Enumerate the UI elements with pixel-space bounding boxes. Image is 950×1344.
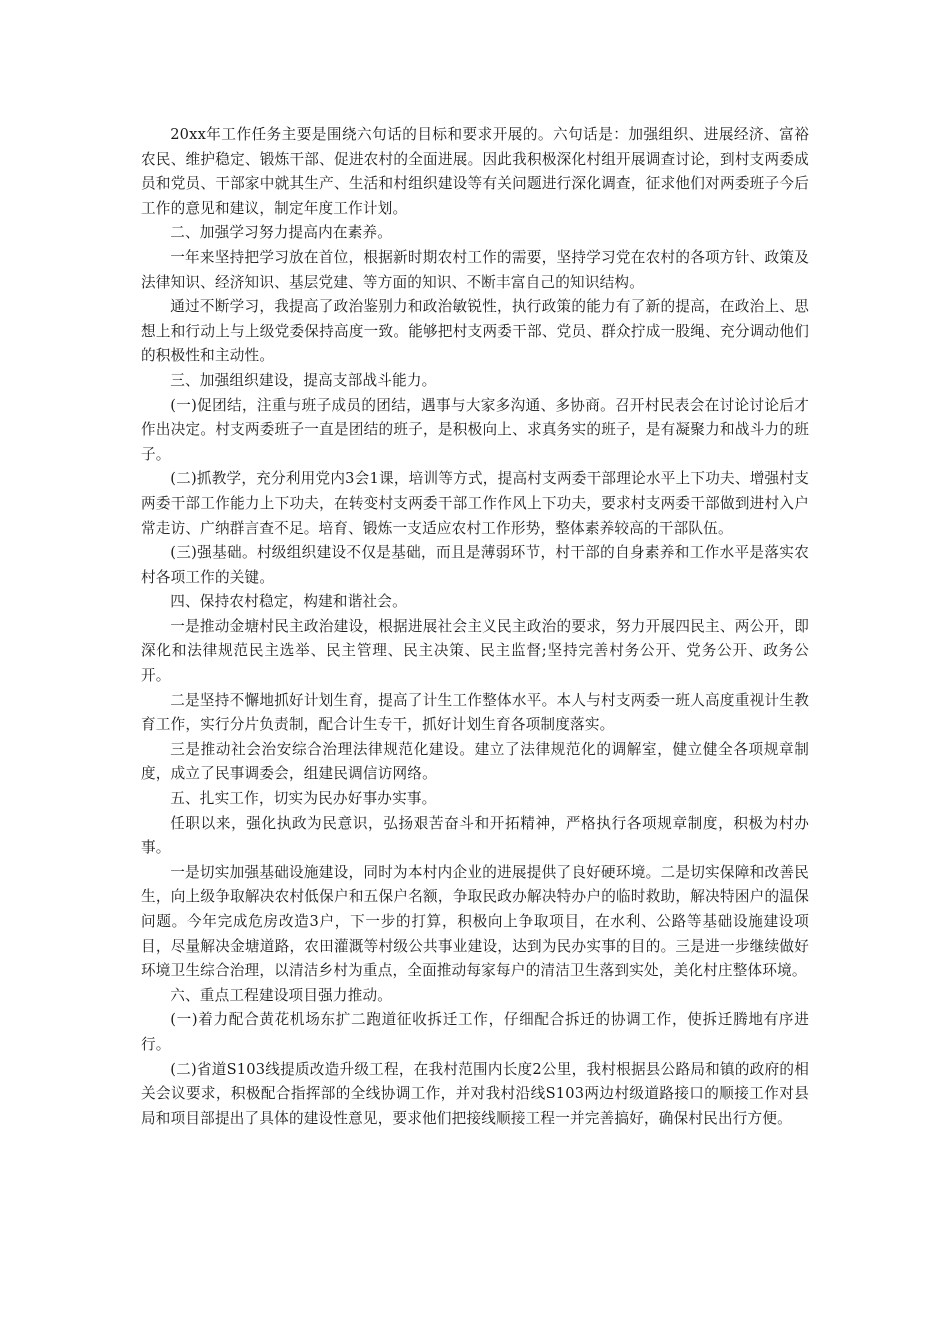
paragraph: 一年来坚持把学习放在首位，根据新时期农村工作的需要，坚持学习党在农村的各项方针、政策及法律知识、经济知识、基层党建、等方面的知识、不断丰富自己的知识结构。	[141, 248, 809, 291]
section-heading-5: 五、扎实工作，切实为民办好事办实事。	[170, 790, 437, 808]
paragraph: (一)促团结，注重与班子成员的团结，遇事与大家多沟通、多协商。召开村民表会在讨论讨论后才作出决定。村支两委班子一直是团结的班子，是积极向上、求真务实的班子，是有凝聚力和战斗力的班子。	[141, 396, 809, 463]
section-heading-2: 二、加强学习努力提高内在素养。	[170, 224, 393, 242]
paragraph: 三是推动社会治安综合治理法律规范化建设。建立了法律规范化的调解室，健立健全各项规章制度，成立了民事调委会，组建民调信访网络。	[141, 740, 809, 783]
paragraph: 一是推动金塘村民主政治建设，根据进展社会主义民主政治的要求，努力开展四民主、两公开，即深化和法律规范民主选举、民主管理、民主决策、民主监督;坚持完善村务公开、党务公开、政务公开。	[141, 617, 809, 685]
paragraph: 一是切实加强基础设施建设，同时为本村内企业的进展提供了良好硬环境。二是切实保障和改善民生，向上级争取解决农村低保户和五保户名额，争取民政办解决特办户的临时救助，解决特困户的温保问题。今年完成危房改造3户，下一步的打算，积极向上争取项目，在水利、公路等基础设施建设项目，尽量解决金塘道路，农田灌溉等村级公共事业建设，达到为民办实事的目的。三是进一步继续做好环境卫生综合治理，以清洁乡村为重点，全面推动每家每户的清洁卫生落到实处，美化村庄整体环境。	[141, 863, 809, 980]
document-body	[141, 123, 809, 1131]
paragraph: 通过不断学习，我提高了政治鉴别力和政治敏锐性，执行政策的能力有了新的提高，在政治上、思想上和行动上与上级党委保持高度一致。能够把村支两委干部、党员、群众拧成一股绳、充分调动他们的积极性和主动性。	[141, 298, 809, 365]
paragraph: (一)着力配合黄花机场东扩二跑道征收拆迁工作，仔细配合拆迁的协调工作，使拆迁腾地有序进行。	[141, 1011, 809, 1053]
paragraph: (二)抓教学，充分利用党内3会1课，培训等方式，提高村支两委干部理论水平上下功夫、增强村支两委干部工作能力上下功夫，在转变村支两委干部工作作风上下功夫，要求村支两委干部做到进村入户常走访、广纳群言查不足。培育、锻炼一支适应农村工作形势，整体素养较高的干部队伍。	[141, 470, 809, 537]
section-heading-4: 四、保持农村稳定，构建和谐社会。	[170, 593, 407, 611]
paragraph: (三)强基础。村级组织建设不仅是基础，而且是薄弱环节，村干部的自身素养和工作水平是落实农村各项工作的关键。	[141, 544, 809, 586]
section-heading-3: 三、加强组织建设，提高支部战斗能力。	[170, 371, 437, 389]
paragraph: 二是坚持不懈地抓好计划生育，提高了计生工作整体水平。本人与村支两委一班人高度重视计生教育工作，实行分片负责制，配合计生专干，抓好计划生育各项制度落实。	[141, 691, 809, 734]
section-heading-6: 六、重点工程建设项目强力推动。	[170, 986, 393, 1004]
paragraph: 任职以来，强化执政为民意识，弘扬艰苦奋斗和开拓精神，严格执行各项规章制度，积极为村办事。	[141, 814, 809, 857]
paragraph: (二)省道S103线提质改造升级工程，在我村范围内长度2公里，我村根据县公路局和镇的政府的相关会议要求，积极配合指挥部的全线协调工作，并对我村沿线S103两边村级道路接口的顺接工作对县局和项目部提出了具体的建设性意见，要求他们把接线顺接工程一并完善搞好，确保村民出行方便。	[141, 1060, 809, 1127]
paragraph-intro: 20xx年工作任务主要是围绕六句话的目标和要求开展的。六句话是：加强组织、进展经济、富裕农民、维护稳定、锻炼干部、促进农村的全面进展。因此我积极深化村组开展调查讨论，到村支两委成员和党员、干部家中就其生产、生活和村组织建设等有关问题进行深化调查，征求他们对两委班子今后工作的意见和建议，制定年度工作计划。	[141, 126, 809, 217]
